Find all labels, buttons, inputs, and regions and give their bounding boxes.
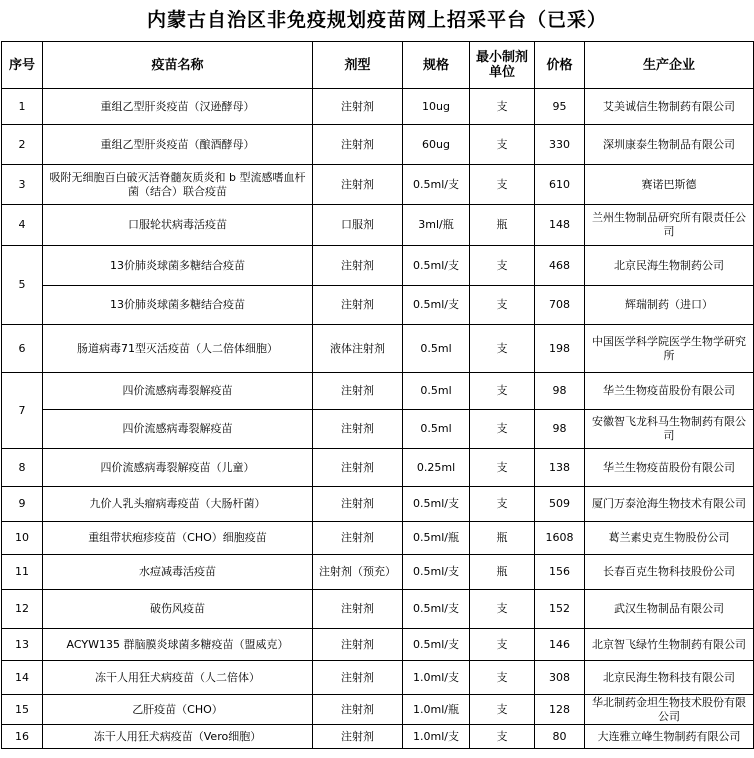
cell-price: 308 [535, 661, 585, 695]
table-row [2, 449, 754, 487]
cell-name: 乙肝疫苗（CHO） [43, 695, 313, 725]
cell-name: 吸附无细胞百白破灭活脊髓灰质炎和 b 型流感嗜血杆菌（结合）联合疫苗 [43, 165, 313, 205]
cell-price: 708 [535, 286, 585, 325]
cell-price: 152 [535, 590, 585, 629]
cell-spec: 1.0ml/瓶 [403, 695, 470, 725]
header-company: 生产企业 [585, 42, 754, 89]
cell-name: 破伤风疫苗 [43, 590, 313, 629]
cell-no: 11 [2, 555, 43, 590]
cell-spec: 0.25ml [403, 449, 470, 487]
cell-unit: 瓶 [470, 555, 535, 590]
cell-name: 四价流感病毒裂解疫苗 [43, 373, 313, 410]
table-row [2, 522, 754, 555]
cell-unit: 支 [470, 165, 535, 205]
cell-no: 3 [2, 165, 43, 205]
cell-spec: 0.5ml/支 [403, 246, 470, 286]
cell-unit: 瓶 [470, 522, 535, 555]
cell-company: 赛诺巴斯德 [585, 165, 754, 205]
cell-price: 330 [535, 125, 585, 165]
cell-no: 13 [2, 629, 43, 661]
cell-spec: 0.5ml/瓶 [403, 522, 470, 555]
cell-price: 98 [535, 410, 585, 449]
cell-spec: 0.5ml/支 [403, 555, 470, 590]
cell-no: 7 [2, 373, 43, 449]
header-price: 价格 [535, 42, 585, 89]
cell-form: 注射剂 [313, 410, 403, 449]
cell-price: 1608 [535, 522, 585, 555]
cell-company: 大连雅立峰生物制药有限公司 [585, 725, 754, 749]
cell-form: 口服剂 [313, 205, 403, 246]
cell-unit: 支 [470, 410, 535, 449]
cell-company: 华北制药金坦生物技术股份有限公司 [585, 695, 754, 725]
cell-no: 2 [2, 125, 43, 165]
cell-form: 注射剂 [313, 661, 403, 695]
table-row [2, 125, 754, 165]
cell-name: 13价肺炎球菌多糖结合疫苗 [43, 286, 313, 325]
cell-unit: 支 [470, 695, 535, 725]
cell-form: 注射剂 [313, 449, 403, 487]
cell-price: 95 [535, 89, 585, 125]
cell-form: 注射剂 [313, 590, 403, 629]
cell-spec: 0.5ml [403, 325, 470, 373]
cell-spec: 1.0ml/支 [403, 661, 470, 695]
cell-form: 注射剂 [313, 629, 403, 661]
cell-company: 北京民海生物制药公司 [585, 246, 754, 286]
cell-company: 武汉生物制品有限公司 [585, 590, 754, 629]
table-row [2, 555, 754, 590]
table-row [2, 205, 754, 246]
cell-company: 安徽智飞龙科马生物制药有限公司 [585, 410, 754, 449]
cell-spec: 0.5ml/支 [403, 487, 470, 522]
cell-unit: 支 [470, 629, 535, 661]
table-row [2, 661, 754, 695]
cell-name: 肠道病毒71型灭活疫苗（人二倍体细胞） [43, 325, 313, 373]
cell-unit: 支 [470, 661, 535, 695]
cell-price: 138 [535, 449, 585, 487]
cell-company: 华兰生物疫苗股份有限公司 [585, 373, 754, 410]
table-row [2, 410, 754, 449]
cell-company: 厦门万泰沧海生物技术有限公司 [585, 487, 754, 522]
header-spec: 规格 [403, 42, 470, 89]
table-row [2, 165, 754, 205]
cell-name: ACYW135 群脑膜炎球菌多糖疫苗（盟威克） [43, 629, 313, 661]
cell-unit: 支 [470, 286, 535, 325]
cell-spec: 0.5ml/支 [403, 286, 470, 325]
cell-company: 北京民海生物科技有限公司 [585, 661, 754, 695]
cell-no: 1 [2, 89, 43, 125]
cell-form: 注射剂 [313, 165, 403, 205]
cell-form: 注射剂 [313, 695, 403, 725]
cell-form: 液体注射剂 [313, 325, 403, 373]
cell-price: 146 [535, 629, 585, 661]
cell-name: 四价流感病毒裂解疫苗（儿童） [43, 449, 313, 487]
table-header-row [2, 42, 754, 89]
cell-form: 注射剂 [313, 125, 403, 165]
table-row [2, 725, 754, 749]
cell-no: 6 [2, 325, 43, 373]
cell-no: 4 [2, 205, 43, 246]
cell-company: 辉瑞制药（进口） [585, 286, 754, 325]
cell-unit: 瓶 [470, 205, 535, 246]
cell-form: 注射剂 [313, 487, 403, 522]
table-row [2, 590, 754, 629]
cell-company: 艾美诚信生物制药有限公司 [585, 89, 754, 125]
cell-unit: 支 [470, 725, 535, 749]
cell-company: 华兰生物疫苗股份有限公司 [585, 449, 754, 487]
cell-name: 重组乙型肝炎疫苗（酿酒酵母） [43, 125, 313, 165]
header-no: 序号 [2, 42, 43, 89]
cell-price: 156 [535, 555, 585, 590]
cell-unit: 支 [470, 373, 535, 410]
cell-no: 14 [2, 661, 43, 695]
cell-no: 12 [2, 590, 43, 629]
cell-unit: 支 [470, 590, 535, 629]
table-row [2, 246, 754, 286]
cell-price: 468 [535, 246, 585, 286]
cell-form: 注射剂（预充） [313, 555, 403, 590]
cell-company: 北京智飞绿竹生物制药有限公司 [585, 629, 754, 661]
cell-unit: 支 [470, 246, 535, 286]
cell-company: 中国医学科学院医学生物学研究所 [585, 325, 754, 373]
table-row [2, 373, 754, 410]
cell-spec: 10ug [403, 89, 470, 125]
cell-spec: 1.0ml/支 [403, 725, 470, 749]
cell-price: 80 [535, 725, 585, 749]
cell-spec: 0.5ml/支 [403, 629, 470, 661]
vaccine-table [1, 41, 754, 749]
table-row [2, 695, 754, 725]
cell-unit: 支 [470, 325, 535, 373]
cell-name: 重组乙型肝炎疫苗（汉逊酵母） [43, 89, 313, 125]
header-name: 疫苗名称 [43, 42, 313, 89]
cell-price: 128 [535, 695, 585, 725]
cell-price: 509 [535, 487, 585, 522]
cell-spec: 60ug [403, 125, 470, 165]
cell-unit: 支 [470, 487, 535, 522]
table-row [2, 325, 754, 373]
cell-no: 5 [2, 246, 43, 325]
cell-price: 610 [535, 165, 585, 205]
cell-company: 长春百克生物科技股份公司 [585, 555, 754, 590]
cell-unit: 支 [470, 125, 535, 165]
cell-form: 注射剂 [313, 522, 403, 555]
cell-name: 口服轮状病毒活疫苗 [43, 205, 313, 246]
cell-no: 15 [2, 695, 43, 725]
header-form: 剂型 [313, 42, 403, 89]
table-row [2, 487, 754, 522]
cell-form: 注射剂 [313, 373, 403, 410]
cell-form: 注射剂 [313, 246, 403, 286]
header-unit: 最小制剂单位 [470, 42, 535, 89]
cell-company: 深圳康泰生物制品有限公司 [585, 125, 754, 165]
cell-price: 98 [535, 373, 585, 410]
cell-company: 葛兰素史克生物股份公司 [585, 522, 754, 555]
cell-form: 注射剂 [313, 725, 403, 749]
cell-name: 四价流感病毒裂解疫苗 [43, 410, 313, 449]
cell-name: 重组带状疱疹疫苗（CHO）细胞疫苗 [43, 522, 313, 555]
cell-name: 冻干人用狂犬病疫苗（人二倍体） [43, 661, 313, 695]
cell-price: 198 [535, 325, 585, 373]
cell-spec: 0.5ml [403, 373, 470, 410]
cell-name: 13价肺炎球菌多糖结合疫苗 [43, 246, 313, 286]
cell-form: 注射剂 [313, 89, 403, 125]
cell-name: 九价人乳头瘤病毒疫苗（大肠杆菌） [43, 487, 313, 522]
cell-name: 水痘减毒活疫苗 [43, 555, 313, 590]
cell-price: 148 [535, 205, 585, 246]
cell-form: 注射剂 [313, 286, 403, 325]
table-row [2, 629, 754, 661]
cell-spec: 0.5ml [403, 410, 470, 449]
page-title: 内蒙古自治区非免疫规划疫苗网上招采平台（已采） [146, 9, 607, 31]
cell-spec: 3ml/瓶 [403, 205, 470, 246]
table-row [2, 286, 754, 325]
table-row [2, 89, 754, 125]
cell-company: 兰州生物制品研究所有限责任公司 [585, 205, 754, 246]
cell-name: 冻干人用狂犬病疫苗（Vero细胞） [43, 725, 313, 749]
cell-no: 9 [2, 487, 43, 522]
cell-no: 8 [2, 449, 43, 487]
cell-spec: 0.5ml/支 [403, 165, 470, 205]
cell-unit: 支 [470, 89, 535, 125]
cell-unit: 支 [470, 449, 535, 487]
cell-no: 10 [2, 522, 43, 555]
cell-spec: 0.5ml/支 [403, 590, 470, 629]
cell-no: 16 [2, 725, 43, 749]
